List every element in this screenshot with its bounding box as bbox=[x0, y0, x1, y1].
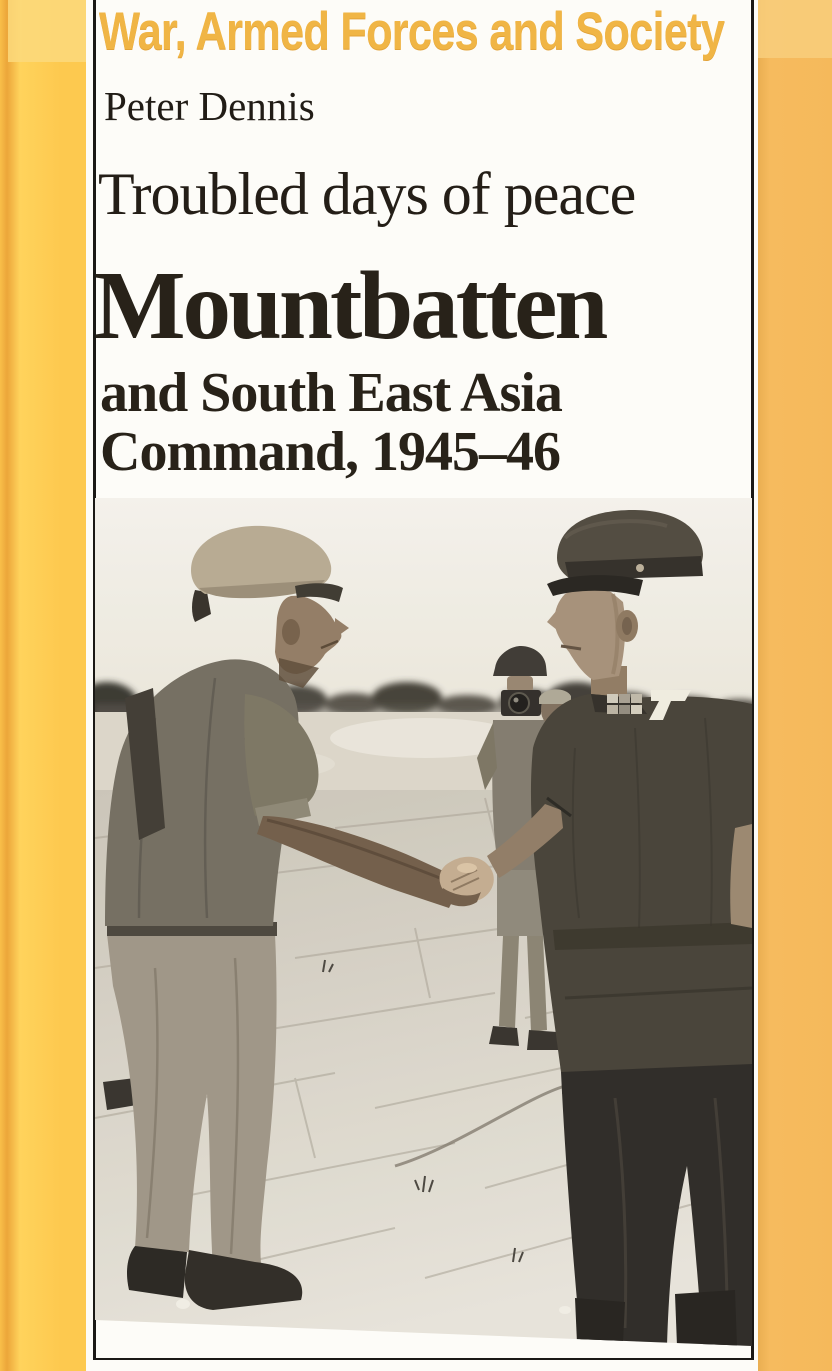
right-band-top-shade bbox=[758, 0, 832, 58]
author-name: Peter Dennis bbox=[104, 83, 315, 129]
book-title: Mountbatten bbox=[94, 252, 606, 359]
left-yellow-band bbox=[0, 0, 86, 1371]
subtitle: Troubled days of peace bbox=[98, 161, 636, 227]
subtitle-secondary bbox=[100, 364, 562, 483]
series-title: War, Armed Forces and Society bbox=[99, 2, 725, 61]
right-yellow-band bbox=[758, 0, 832, 1371]
subtitle-line-1: and South East Asia bbox=[100, 362, 562, 424]
subtitle-line-2: Command, 1945–46 bbox=[100, 421, 561, 484]
left-band-top-shade bbox=[8, 0, 86, 62]
cover-photo bbox=[95, 498, 752, 1360]
